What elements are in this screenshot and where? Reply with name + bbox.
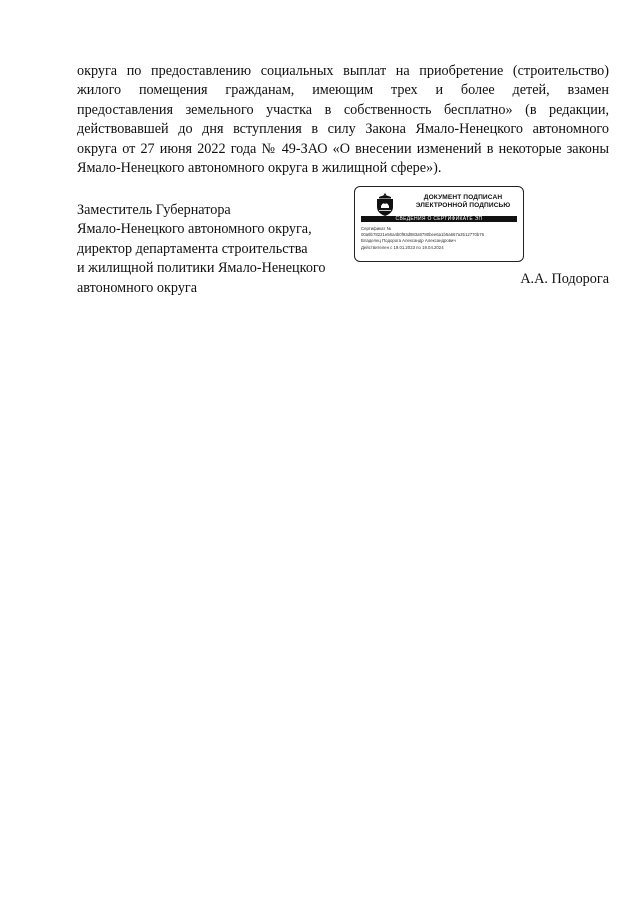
certificate-info-band: СВЕДЕНИЯ О СЕРТИФИКАТЕ ЭП (361, 216, 517, 222)
body-line: жилого помещения гражданам, имеющим трех и более детей, взамен (77, 82, 609, 99)
body-line: округа от 27 июня 2022 года № 49-ЗАО «О внесении изменений в некоторые законы (77, 140, 609, 157)
signer-position-line: директор департамента строительства (77, 240, 308, 257)
stamp-title-line: ЭЛЕКТРОННОЙ ПОДПИСЬЮ (415, 202, 511, 210)
signer-position-line: и жилищной политики Ямало-Ненецкого (77, 260, 326, 277)
body-line: действовавшей до дня вступления в силу Закона Ямало-Ненецкого автономного (77, 121, 609, 138)
body-line: округа по предоставлению социальных выплат на приобретение (строительство) (77, 63, 609, 79)
certificate-number: 00a9b78221e56a4b0f93d983a9780bee6a1b5a667a3512770b76 (361, 232, 485, 238)
stamp-title-line: ДОКУМЕНТ ПОДПИСАН (423, 194, 503, 201)
certificate-validity: Действителен с 19.01.2023 по 19.04.2024 (361, 244, 444, 250)
signer-position-line: Ямало-Ненецкого автономного округа, (77, 221, 312, 238)
certificate-owner: Владелец Подорога Александр Александрович (361, 238, 456, 244)
signer-position (77, 201, 325, 298)
stamp-title (407, 194, 519, 210)
body-line: предоставления земельного участка в собственность бесплатно» (в редакции, (77, 101, 609, 118)
signer-name: А.А. Подорога (520, 271, 609, 287)
certificate-label: Сертификат № (361, 226, 392, 231)
signer-position-line: автономного округа (77, 279, 198, 296)
body-line: Ямало-Ненецкого автономного округа в жилищной сфере»). (77, 160, 442, 177)
signer-position-line: Заместитель Губернатора (77, 202, 231, 218)
body-paragraph (77, 62, 609, 178)
coat-of-arms-icon (374, 192, 396, 217)
electronic-signature-stamp (354, 186, 524, 262)
certificate-details (361, 226, 519, 251)
